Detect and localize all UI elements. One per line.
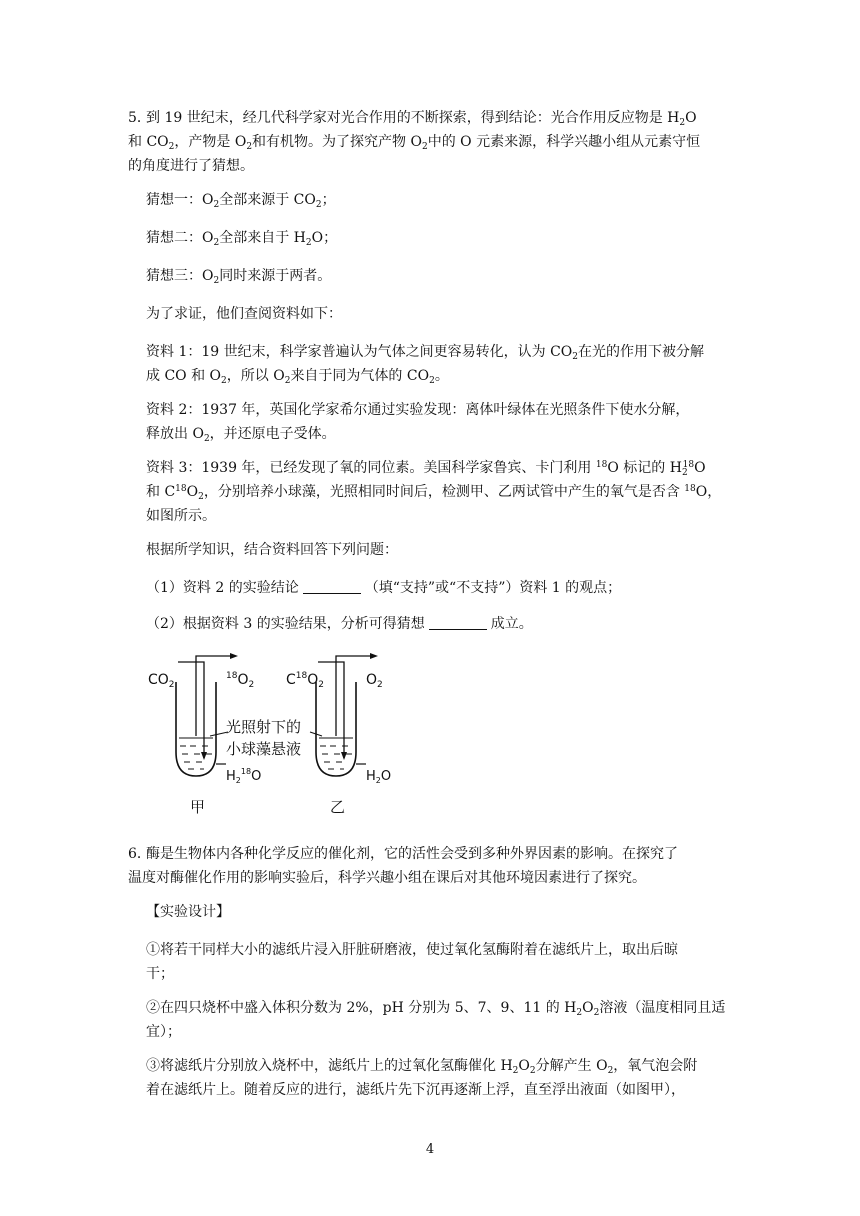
- center-label-line-1: 光照射下的: [226, 718, 302, 736]
- q5-intro: [128, 106, 756, 178]
- experiment-design-title: 【实验设计】: [146, 904, 230, 920]
- step-2: ②在四只烧杯中盛入体积分数为 2%，pH 分别为 5、7、9、11 的 $H_2O_2$溶液（温度相同且适 宜）；: [146, 1000, 726, 1040]
- q5-intro-line-3: 的角度进行了猜想。: [128, 158, 254, 174]
- sub-question-1: （1）资料 2 的实验结论 （填“支持”或“不支持”）资料 1 的观点；: [146, 580, 622, 596]
- sub-question-2: （2）根据资料 3 的实验结果，分析可得猜想 成立。: [146, 616, 533, 632]
- material-2: 资料 2：1937 年，英国化学家希尔通过实验发现：离体叶绿体在光照条件下使水分解， 释放出 $O_2$，并还原电子受体。: [146, 402, 690, 444]
- answer-blank-1[interactable]: [303, 579, 361, 594]
- step-3: ③将滤纸片分别放入烧杯中，滤纸片上的过氧化氢酶催化 $H_2O_2$分解产生 $O_2$，氧气泡会附 着在滤纸片上。随着反应的进行，滤纸片先下沉再逐渐上浮，直至浮出液面（如图甲），: [146, 1058, 698, 1098]
- research-intro: 为了求证，他们查阅资料如下：: [146, 306, 342, 322]
- question-intro: 根据所学知识，结合资料回答下列问题：: [146, 542, 398, 558]
- label-yi: 乙: [330, 798, 346, 816]
- question-6-number: 6．: [128, 846, 151, 862]
- material-1: 资料 1：19 世纪末，科学家普遍认为气体之间更容易转化，认为 $CO_2$在光的作用下被分解 成 CO 和 $O_2$，所以 $O_2$来自于同为气体的 $CO_2$。: [146, 344, 704, 386]
- left-output-label: $^{18}O_2$: [226, 671, 255, 690]
- q5-intro-line-1: 到 19 世纪末，经几代科学家对光合作用的不断探索，得到结论：光合作用反应物是 $H_2O$: [146, 110, 697, 128]
- left-input-label: $CO_2$: [148, 672, 175, 690]
- question-5-number: 5．: [128, 110, 151, 126]
- right-input-label: $C^{18}O_2$: [286, 671, 324, 690]
- q5-intro-line-2: 和 $CO_2$，产物是 $O_2$和有机物。为了探究产物 $O_2$中的 O 元素来源，科学兴趣小组从元素守恒: [128, 134, 701, 152]
- label-jia: 甲: [190, 798, 206, 816]
- guess-2: 猜想二：$O_2$全部来自于 $H_2O$；: [146, 230, 338, 248]
- answer-blank-2[interactable]: [429, 615, 487, 630]
- material-3: 资料 3：1939 年，已经发现了氧的同位素。美国科学家鲁宾、卡门利用 $^{18}$O 标记的 $H_2^{18}O$ 和 $C^{18}O_2$，分别培养小球藻，光照相同时间后，检测甲、乙两试管中产生的氧气是否含 $^{18}$O， 如图所示。: [146, 460, 722, 524]
- q6-intro: 酶是生物体内各种化学反应的催化剂，它的活性会受到多种外界因素的影响。在探究了 温度对酶催化作用的影响实验后，科学兴趣小组在课后对其他环境因素进行了探究。: [128, 846, 678, 886]
- guess-3: 猜想三：$O_2$同时来源于两者。: [146, 268, 332, 286]
- step-1: ①将若干同样大小的滤纸片浸入肝脏研磨液，使过氧化氢酶附着在滤纸片上，取出后晾 干；: [146, 942, 678, 982]
- right-water-label: $H_2O$: [366, 769, 392, 785]
- left-water-label: $H_2^{18}O$: [226, 767, 262, 785]
- page-number: 4: [425, 1142, 435, 1157]
- experiment-figure: [146, 652, 406, 820]
- right-output-label: $O_2$: [366, 672, 383, 690]
- center-label-line-2: 小球藻悬液: [226, 740, 302, 758]
- guess-1: 猜想一：$O_2$全部来源于 $CO_2$；: [146, 192, 336, 210]
